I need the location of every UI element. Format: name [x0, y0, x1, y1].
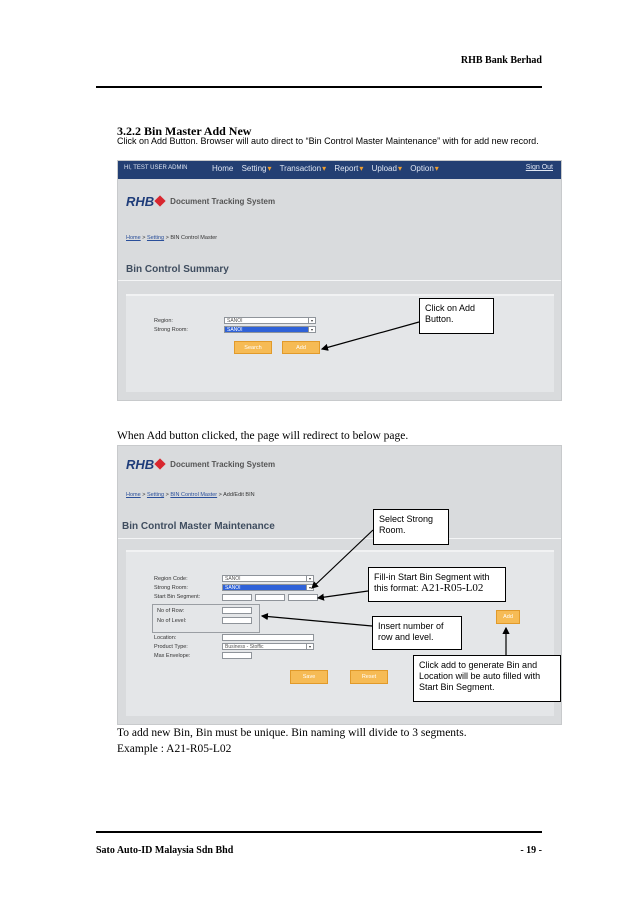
divider: [118, 538, 561, 539]
add-button[interactable]: Add: [282, 341, 320, 354]
nav-upload[interactable]: Upload: [371, 164, 397, 173]
max-envelope-label: Max Envelope:: [154, 653, 191, 659]
callout-start-bin-segment: [368, 567, 506, 602]
product-type-label: Product Type:: [154, 644, 188, 650]
region-label: Region:: [154, 318, 173, 324]
system-name: Document Tracking System: [170, 460, 276, 469]
save-button[interactable]: Save: [290, 670, 328, 684]
user-label: HI, TEST USER ADMIN: [124, 165, 188, 171]
header-rule: [96, 86, 542, 88]
sign-out-link[interactable]: Sign Out: [525, 164, 553, 171]
chevron-down-icon: ▾: [308, 327, 315, 332]
add-button[interactable]: Add: [496, 610, 520, 624]
page-title: Bin Control Summary: [126, 264, 229, 275]
no-of-row-input[interactable]: [222, 607, 252, 614]
section-description: Click on Add Button. Browser will auto direct to “Bin Control Master Maintenance” with for add new record.: [117, 136, 539, 146]
screenshot-bin-control-summary: [117, 160, 562, 401]
nav-report[interactable]: Report: [334, 164, 359, 173]
chevron-down-icon: ▾: [306, 585, 313, 590]
chevron-down-icon: ▾: [306, 576, 313, 581]
footer-company: Sato Auto-ID Malaysia Sdn Bhd: [96, 845, 234, 856]
no-of-level-label: No of Level:: [157, 618, 187, 624]
system-name: Document Tracking System: [170, 197, 276, 206]
callout-segment-text: Fill-in Start Bin Segment with this format:: [374, 572, 490, 593]
location-label: Location:: [154, 635, 177, 641]
callout-select-strong-room: Select Strong Room.: [373, 509, 449, 545]
page-title: Bin Control Master Maintenance: [122, 521, 275, 532]
start-bin-segment-label: Start Bin Segment:: [154, 594, 201, 600]
nav-dropdown-icon: ▾: [322, 164, 327, 173]
breadcrumb-home[interactable]: Home: [126, 235, 141, 241]
nav-transaction[interactable]: Transaction: [279, 164, 322, 173]
rhb-logo: RHB: [126, 194, 155, 209]
nav-home[interactable]: Home: [212, 164, 234, 173]
chevron-down-icon: ▾: [308, 318, 315, 323]
brand: [126, 456, 275, 474]
strong-room-label: Strong Room:: [154, 585, 188, 591]
breadcrumb-current: > BIN Control Master: [165, 235, 218, 241]
nav-dropdown-icon: ▾: [397, 164, 402, 173]
breadcrumb-setting[interactable]: Setting: [146, 235, 165, 241]
strong-room-label: Strong Room:: [154, 327, 188, 333]
rhb-diamond-icon: [155, 458, 166, 469]
rhb-diamond-icon: [155, 195, 166, 206]
brand: [126, 193, 275, 211]
breadcrumb: Home > Setting > BIN Control Master: [126, 235, 218, 241]
main-nav: [212, 164, 445, 173]
header-company: RHB Bank Berhad: [460, 55, 542, 66]
nav-dropdown-icon: ▾: [359, 164, 364, 173]
redirect-text: When Add button clicked, the page will redirect to below page.: [117, 430, 409, 442]
start-bin-segment-1-input[interactable]: [222, 594, 252, 601]
callout-click-add-generate: Click add to generate Bin and Location will be auto filled with Start Bin Segment.: [413, 655, 561, 702]
strong-room-select[interactable]: SANOI ▾: [224, 326, 316, 333]
no-of-row-label: No of Row:: [157, 608, 185, 614]
page-number: - 19 -: [520, 845, 542, 856]
nav-dropdown-icon: ▾: [434, 164, 439, 173]
product-type-select[interactable]: Business - Stoffic ▾: [222, 643, 314, 650]
start-bin-segment-2-input[interactable]: [255, 594, 285, 601]
reset-button[interactable]: Reset: [350, 670, 388, 684]
nav-option[interactable]: Option: [410, 164, 434, 173]
chevron-down-icon: ▾: [306, 644, 313, 649]
section-title: 3.2.2 Bin Master Add New: [117, 124, 252, 138]
breadcrumb-setting[interactable]: Setting: [146, 492, 165, 498]
region-select[interactable]: SANOI ▾: [224, 317, 316, 324]
search-button[interactable]: Search: [234, 341, 272, 354]
breadcrumb-master[interactable]: BIN Control Master: [170, 492, 218, 498]
callout-click-add: Click on Add Button.: [419, 298, 494, 334]
region-code-label: Region Code:: [154, 576, 188, 582]
nav-setting[interactable]: Setting: [241, 164, 267, 173]
region-code-select[interactable]: SANOI ▾: [222, 575, 314, 582]
rhb-logo: RHB: [126, 457, 155, 472]
breadcrumb: Home > Setting > BIN Control Master > Add/Edit BIN: [126, 492, 255, 498]
strong-room-select[interactable]: SANOI ▾: [222, 584, 314, 591]
callout-row-level: Insert number of row and level.: [372, 616, 462, 650]
callout-segment-format: A21-R05-L02: [421, 582, 484, 594]
max-envelope-input[interactable]: [222, 652, 252, 659]
nav-dropdown-icon: ▾: [267, 164, 272, 173]
start-bin-segment-3-input[interactable]: [288, 594, 318, 601]
top-nav-bar: [118, 161, 561, 179]
note-line-1: To add new Bin, Bin must be unique. Bin naming will divide to 3 segments.: [117, 727, 467, 739]
footer-rule: [96, 831, 542, 833]
no-of-level-input[interactable]: [222, 617, 252, 624]
note-line-2: Example : A21-R05-L02: [117, 743, 232, 755]
divider: [118, 280, 561, 281]
location-input[interactable]: [222, 634, 314, 641]
breadcrumb-current: > Add/Edit BIN: [218, 492, 255, 498]
breadcrumb-home[interactable]: Home: [126, 492, 141, 498]
